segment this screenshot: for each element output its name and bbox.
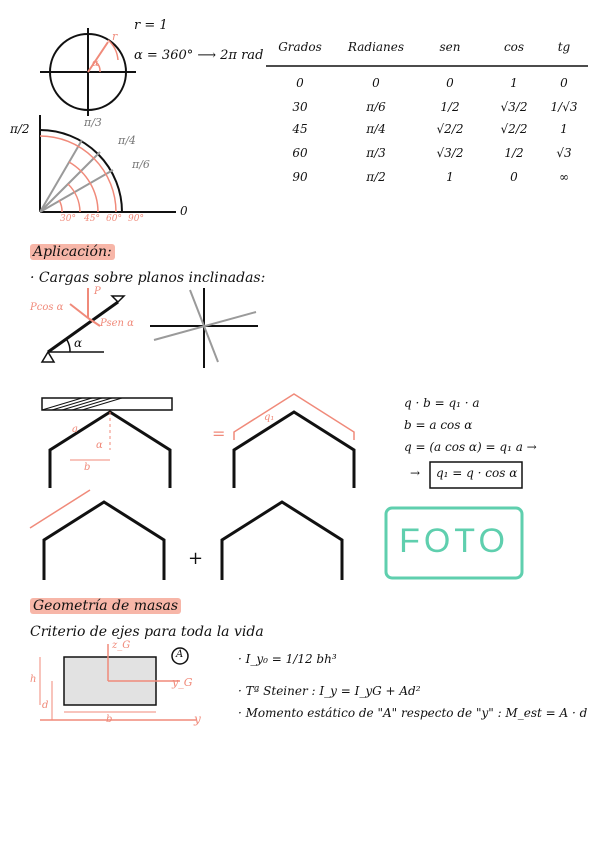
equals-sign: = [212, 424, 226, 443]
cell: π/6 [366, 100, 386, 114]
cell: π/4 [366, 122, 386, 136]
cell: ∞ [559, 170, 569, 184]
cell: 0 [296, 76, 304, 90]
b-label: b [106, 714, 113, 725]
pi-fourth-label: π/4 [118, 134, 136, 147]
boxed-formula: q₁ = q · cos α [436, 466, 518, 480]
frame-outline [222, 502, 342, 580]
aplicacion-heading [30, 244, 115, 260]
criterio-text: Criterio de ejes para toda la vida [30, 624, 264, 640]
aplicacion-title: Aplicación: [30, 244, 115, 260]
cell: √2/2 [436, 122, 464, 136]
cell: √3/2 [436, 146, 464, 160]
plus-sign: + [188, 548, 204, 569]
frame-outline [44, 502, 164, 580]
table-row [0, 146, 600, 164]
formula-inertia: · I_y₀ = 1/12 bh³ [238, 652, 337, 666]
col-cos: cos [503, 40, 525, 54]
cell: 60 [292, 146, 308, 160]
cell: 90 [292, 170, 308, 184]
cell: √3/2 [500, 100, 528, 114]
col-sen: sen [439, 40, 461, 54]
d-label: d [42, 700, 49, 711]
incline-alpha-label: α [74, 336, 83, 350]
col-radianes: Radianes [347, 40, 405, 54]
cell: 0 [510, 170, 518, 184]
cell: √2/2 [500, 122, 528, 136]
frame-left-row2 [30, 490, 164, 580]
alpha-equation: α = 360° ⟶ 2π rad [134, 48, 264, 63]
frame-right-row2 [222, 502, 342, 580]
support-left [42, 352, 54, 362]
equation-line2: b = a cos α [404, 418, 473, 432]
col-grados: Grados [278, 40, 322, 54]
frame-q1-label: q₁ [264, 412, 275, 423]
equation-line3: q = (a cos α) = q₁ a → [404, 440, 537, 454]
support-right [112, 296, 124, 302]
trig-table-header [0, 40, 600, 58]
frame-load-left [30, 490, 90, 528]
equation-line1: q · b = q₁ · a [404, 396, 480, 410]
cell: 1/√3 [550, 100, 578, 114]
cell: π/3 [366, 146, 386, 160]
pi-sixth-label: π/6 [132, 158, 150, 171]
h-label: h [30, 674, 37, 685]
deg60-label: 60° [106, 214, 122, 224]
cell: 30 [292, 100, 308, 114]
zero-label: 0 [180, 204, 188, 218]
cell: √3 [556, 146, 572, 160]
frame-q1-load [234, 394, 354, 440]
incline-angle-arc [67, 340, 70, 352]
frame-outline [234, 412, 354, 488]
deg30-label: 30° [60, 214, 76, 224]
masas-heading [30, 598, 181, 614]
pi-half-label: π/2 [10, 122, 30, 136]
frame-alpha-label: α [96, 440, 103, 451]
frame-right-row1 [234, 394, 354, 488]
formula-static-moment: · Momento estático de "A" respecto de "y" : M_est = A · d [238, 706, 588, 720]
cell: 1/2 [504, 146, 524, 160]
arc-45 [68, 184, 80, 212]
frame-b-label: b [84, 462, 91, 473]
deg45-label: 45° [84, 214, 100, 224]
zg-label: z_G [112, 640, 131, 651]
r-equals-1: r = 1 [134, 18, 168, 33]
p-label: P [94, 286, 101, 297]
frame-a-label: a [72, 424, 78, 435]
cell: 0 [560, 76, 568, 90]
table-row [0, 76, 600, 94]
circle-r-label: r [112, 30, 118, 43]
cell: π/2 [366, 170, 386, 184]
cell: 1 [446, 170, 454, 184]
circle-alpha-label: α [92, 58, 99, 69]
deg90-label: 90° [128, 214, 144, 224]
y-label: y [194, 712, 201, 726]
pi-third-label: π/3 [84, 116, 102, 129]
formula-steiner: · Tª Steiner : I_y = I_yG + Ad² [238, 684, 421, 698]
table-row [0, 170, 600, 188]
cell: 1 [510, 76, 518, 90]
yg-label: y_G [172, 676, 193, 689]
cell: 0 [446, 76, 454, 90]
cell: 1 [560, 122, 568, 136]
psen-label: Psen α [100, 318, 134, 329]
load-hatching [42, 398, 122, 410]
cell: 45 [292, 122, 308, 136]
table-row [0, 100, 600, 118]
table-row [0, 122, 600, 140]
force-pcos [70, 304, 88, 318]
pcos-label: Pcos α [30, 302, 64, 313]
area-a-label: A [176, 649, 184, 660]
arc-30 [59, 200, 62, 212]
cell: 1/2 [440, 100, 460, 114]
frame-left-row1 [42, 398, 172, 488]
cell: 0 [372, 76, 380, 90]
equation-arrow: → [410, 466, 421, 480]
foto-text: FOTO [399, 522, 509, 560]
cargas-bullet: · Cargas sobre planos inclinadas: [30, 270, 266, 286]
masas-title: Geometría de masas [30, 598, 181, 614]
col-tg: tg [557, 40, 571, 54]
inclined-plane-diagram [42, 288, 258, 368]
